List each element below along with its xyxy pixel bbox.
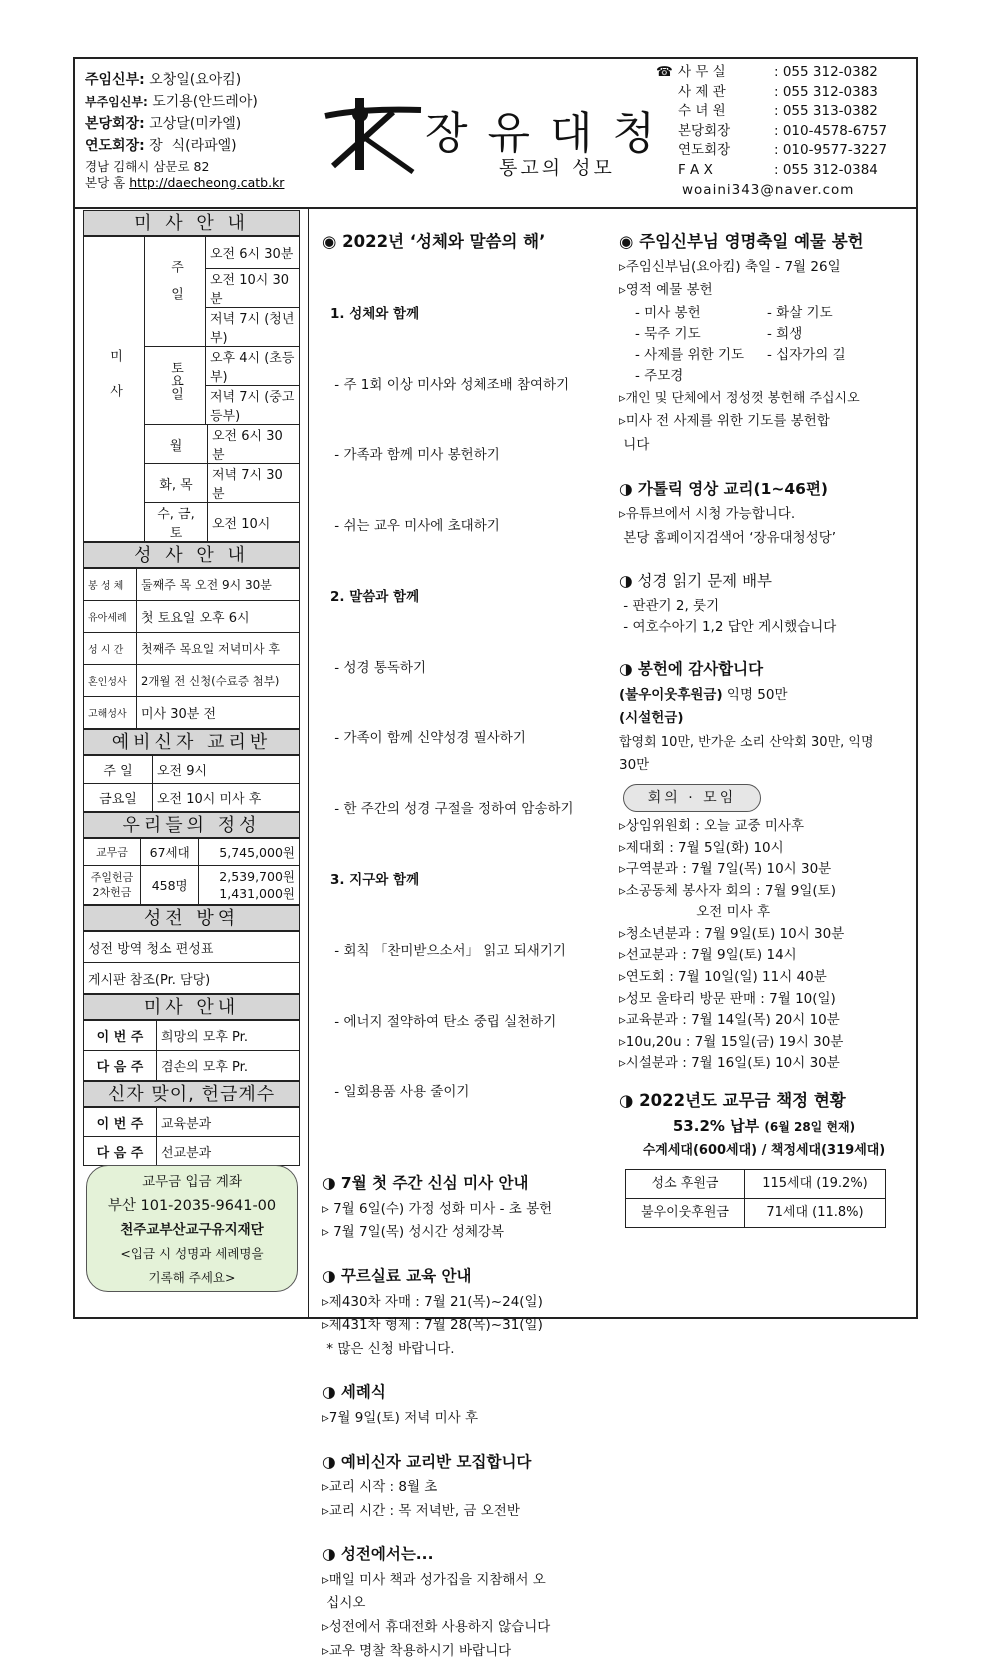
home-label: 본당 홈 [85, 175, 126, 190]
meeting-item: ▹연도회 : 7월 10일(일) 11시 40분 [619, 969, 827, 986]
meeting-item: ▹제대회 : 7월 5일(화) 10시 [619, 839, 784, 856]
bible-line: - 판관기 2, 룻기 [619, 597, 720, 614]
meeting-pill: 회의 · 모임 [623, 784, 761, 812]
sunday-text: 주일 [168, 259, 183, 314]
tithe-key: 불우이웃후원금 [626, 1198, 745, 1227]
contact-value: : 055 312-0383 [774, 83, 878, 100]
greet-week: 다 음 주 [84, 1137, 157, 1166]
guard-row: 성전 방역 청소 편성표 [84, 932, 300, 963]
sacrament-value: 첫 토요일 오후 6시 [137, 601, 300, 633]
sunday-time: 오전 6시 30분 [206, 237, 300, 269]
contact-value: : 010-9577-3227 [774, 142, 888, 159]
catechumen-title: 예비신자 교리반 [83, 729, 300, 755]
greet-group: 선교분과 [157, 1137, 300, 1166]
feast-line: ▹개인 및 단체에서 정성껏 봉헌해 주십시오 [619, 390, 860, 406]
greet-group: 교육분과 [157, 1108, 300, 1137]
offering-key: 2차헌금 [92, 886, 132, 899]
sacrament-title: 성 사 안 내 [83, 542, 300, 568]
sacrament-key: 봉 성 체 [84, 569, 137, 601]
saturday-text: 토요일 [168, 361, 183, 400]
offering-item: - 화살 기도 [767, 304, 833, 321]
thanks-category: (시설헌금) [619, 710, 684, 727]
sacrament-key: 유아세례 [84, 601, 137, 633]
tithe-rate: 53.2% 납부 [672, 1116, 760, 1135]
devotion-mass-title: ◑ 7월 첫 주간 신심 미사 안내 [322, 1174, 529, 1193]
cursillo-title: ◑ 꾸르실료 교육 안내 [322, 1266, 472, 1285]
bulletin-subtitle: 통고의 성모 [499, 157, 615, 179]
header [73, 57, 918, 209]
saturday-label [145, 347, 206, 425]
weekday-time: 오전 10시 [208, 503, 300, 542]
rule-line: 십시오 [322, 1595, 366, 1612]
offering-item: - 희생 [767, 325, 803, 342]
sacrament-table [83, 568, 300, 729]
account-title: 교무금 입금 계좌 [142, 1174, 242, 1190]
sacrament-value: 둘째주 목 오전 9시 30분 [137, 569, 300, 601]
sacrament-value: 미사 30분 전 [137, 697, 300, 729]
theme-line: - 한 주간의 성경 구절을 정하여 암송하기 [330, 801, 574, 818]
meeting-item: ▹상임위원회 : 오늘 교중 미사후 [619, 817, 804, 834]
clergy-info [85, 69, 284, 191]
theme-line: 3. 지구와 함께 [330, 872, 420, 889]
theme-line: - 일회용품 사용 줄이기 [330, 1084, 470, 1101]
assistant-name: 도기용(안드레아) [152, 94, 258, 110]
thanks-donor: 30만 [619, 757, 650, 774]
year-theme-title: ◉ 2022년 ‘성체와 말씀의 해’ [322, 232, 546, 251]
offering-count: 67세대 [141, 839, 199, 866]
theme-line: - 에너지 절약하여 탄소 중립 실천하기 [330, 1013, 557, 1030]
meeting-item: ▹청소년분과 : 7월 9일(토) 10시 30분 [619, 925, 845, 942]
meeting-item: ▹시설분과 : 7월 16일(토) 10시 30분 [619, 1055, 840, 1072]
meeting-item: ▹성모 울타리 방문 판매 : 7월 10(일) [619, 990, 836, 1007]
offering-item: - 미사 봉헌 [635, 304, 701, 321]
account-note: 기록해 주세요> [148, 1270, 236, 1285]
catechumen-day: 주 일 [84, 756, 153, 784]
middle-column [322, 230, 612, 1663]
saturday-time: 오후 4시 (초등부) [206, 347, 300, 386]
tithe-key: 성소 후원금 [626, 1169, 745, 1198]
sacrament-key: 성 시 간 [84, 633, 137, 665]
mass-col-text: 미사 [107, 349, 122, 419]
theme-line: - 주 1회 이상 미사와 성체조배 참여하기 [330, 376, 570, 393]
right-column [619, 230, 909, 1228]
sacrament-key: 혼인성사 [84, 665, 137, 697]
yeondo-label: 연도회장: [85, 138, 145, 154]
sacrament-value: 첫째주 목요일 저녁미사 후 [137, 633, 300, 665]
duty-group: 겸손의 모후 Pr. [157, 1051, 300, 1081]
theme-line: - 가족이 함께 신약성경 필사하기 [330, 730, 526, 747]
tithe-households: 수계세대(600세대) / 책정세대(319세대) [642, 1143, 886, 1159]
offering-amount: 1,431,000원 [219, 886, 295, 901]
contact-value: : 055 312-0384 [774, 161, 878, 178]
contact-key: F A X [678, 161, 713, 178]
cursillo-line: ▹제431차 형제 : 7월 28(목)~31(일) [322, 1317, 543, 1334]
church-rules-title: ◑ 성전에서는... [322, 1545, 434, 1564]
mass-duty-title: 미사 안내 [83, 994, 300, 1020]
meeting-list [619, 816, 909, 1075]
home-link[interactable]: http://daecheong.catb.kr [129, 175, 285, 190]
tithe-title: ◑ 2022년도 교무금 책정 현황 [619, 1091, 846, 1111]
greet-table [83, 1107, 300, 1166]
duty-group: 희망의 모후 Pr. [157, 1021, 300, 1051]
thanks-title: ◑ 봉헌에 감사합니다 [619, 659, 764, 678]
offering-amount: 5,745,000원 [199, 839, 300, 866]
mass-schedule-title: 미 사 안 내 [83, 210, 300, 236]
offering-item: - 묵주 기도 [635, 325, 701, 342]
account-box [86, 1165, 298, 1292]
thanks-donor: 익명 50만 [722, 686, 788, 703]
contact-key: 수 녀 원 [678, 103, 726, 120]
weekday-day: 월 [145, 425, 208, 464]
sunday-label [145, 237, 206, 347]
sacrament-key: 고해성사 [84, 697, 137, 729]
rule-line: ▹매일 미사 책과 성가집을 지참해서 오 [322, 1571, 546, 1588]
sunday-time: 오전 10시 30분 [206, 269, 300, 308]
video-line: ▹유튜브에서 시청 가능합니다. [619, 506, 796, 523]
contact-key: 사 무 실 [678, 64, 726, 80]
recruit-line: ▹교리 시간 : 목 저녁반, 금 오전반 [322, 1502, 520, 1519]
bible-reading-title: ◑ 성경 읽기 문제 배부 [619, 572, 773, 591]
guard-row: 게시판 참조(Pr. 담당) [84, 963, 300, 994]
guard-table [83, 931, 300, 994]
rule-line: ▹교우 명찰 착용하시기 바랍니다 [322, 1642, 512, 1659]
assistant-label: 부주임신부: [85, 95, 148, 109]
offering-count: 458명 [141, 866, 199, 905]
account-note: <입금 시 성명과 세례명을 [120, 1246, 264, 1261]
mass-col-label [84, 237, 145, 542]
catechumen-recruit-title: ◑ 예비신자 교리반 모집합니다 [322, 1452, 532, 1471]
offering-title: 우리들의 정성 [83, 812, 300, 838]
offering-key: 주일헌금 [90, 871, 134, 884]
year-theme-list [322, 256, 612, 1153]
theme-line: - 쉬는 교우 미사에 초대하기 [330, 518, 500, 535]
column-divider [308, 209, 309, 1319]
video-line: 본당 홈페이지검색어 ‘장유대청성당’ [619, 529, 837, 546]
bulletin-title: 장유대청 [425, 108, 676, 159]
weekday-day: 수, 금, 토 [145, 503, 208, 542]
contact-value: : 055 312-0382 [774, 64, 878, 80]
devotion-line: ▹ 7월 6일(수) 가정 성화 미사 - 초 봉헌 [322, 1200, 553, 1217]
meeting-item: ▹선교분과 : 7월 9일(토) 14시 [619, 947, 797, 964]
weekday-time: 저녁 7시 30분 [208, 464, 300, 503]
church-address: 경남 김해시 삼문로 82 [85, 159, 210, 174]
tithe-value: 115세대 (19.2%) [745, 1169, 886, 1198]
cursillo-line: ▹제430차 자매 : 7월 21(목)~24(일) [322, 1293, 543, 1310]
account-holder: 천주교부산교구유지재단 [120, 1222, 264, 1238]
feast-line: 니다 [619, 436, 650, 453]
greet-title: 신자 맞이, 헌금계수 [83, 1081, 300, 1107]
tithe-date: (6월 28일 현재) [764, 1119, 856, 1134]
catechumen-table [83, 755, 300, 812]
duty-week: 다 음 주 [84, 1051, 157, 1081]
sunday-time: 저녁 7시 (청년부) [206, 308, 300, 347]
meeting-item: 오전 미사 후 [619, 904, 771, 921]
bible-line: - 여호수아기 1,2 답안 게시했습니다 [619, 618, 837, 635]
offering-table [83, 838, 300, 905]
saturday-time: 저녁 7시 (중고등부) [206, 386, 300, 425]
meeting-item: ▹10u,20u : 7월 15일(금) 19시 30분 [619, 1033, 844, 1050]
video-catechism-title: ◑ 가톨릭 영상 교리(1~46편) [619, 479, 829, 498]
greet-week: 이 번 주 [84, 1108, 157, 1137]
offering-item: - 십자가의 길 [767, 346, 846, 363]
recruit-line: ▹교리 시작 : 8월 초 [322, 1479, 438, 1496]
phone-icon: ☎ [656, 64, 673, 80]
offering-item [767, 366, 897, 387]
thanks-category: (불우이웃후원금) [619, 686, 723, 703]
weekday-time: 오전 6시 30분 [208, 425, 300, 464]
feast-line: ▹미사 전 사제를 위한 기도를 봉헌합 [619, 413, 830, 430]
baptism-title: ◑ 세례식 [322, 1383, 386, 1402]
meeting-item: ▹소공동체 봉사자 회의 : 7월 9일(토) [619, 882, 836, 899]
contact-key: 사 제 관 [678, 83, 726, 100]
feast-line: ▹영적 예물 봉헌 [619, 282, 713, 299]
mass-duty-table [83, 1020, 300, 1081]
thanks-donor: 합영회 10만, 반가운 소리 산악회 30만, 익명 [619, 734, 874, 750]
cursillo-line: * 많은 신청 바랍니다. [322, 1340, 455, 1357]
catechumen-day: 금요일 [84, 784, 153, 812]
meeting-item: ▹교육분과 : 7월 14일(목) 20시 10분 [619, 1012, 840, 1029]
contact-value: : 010-4578-6757 [774, 122, 888, 139]
theme-line: - 성경 통독하기 [330, 659, 426, 676]
mass-schedule-table [83, 236, 300, 542]
meeting-item: ▹구역분과 : 7월 7일(목) 10시 30분 [619, 861, 832, 878]
theme-line: - 회칙 「찬미받으소서」 읽고 되새기기 [330, 942, 566, 959]
weekday-day: 화, 목 [145, 464, 208, 503]
cross-logo-icon [323, 94, 423, 174]
sacrament-value: 2개월 전 신청(수료증 첨부) [137, 665, 300, 697]
chair-label: 본당회장: [85, 116, 145, 132]
baptism-line: ▹7월 9일(토) 저녁 미사 후 [322, 1409, 478, 1426]
pastor-name: 오창일(요아킴) [149, 72, 242, 88]
feast-title: ◉ 주임신부님 영명축일 예물 봉헌 [619, 232, 864, 251]
rule-line: ▹성전에서 휴대전화 사용하지 않습니다 [322, 1619, 551, 1636]
contact-value: : 055 313-0382 [774, 103, 878, 120]
guard-title: 성전 방역 [83, 905, 300, 931]
contact-list [656, 63, 887, 200]
feast-line: ▹주임신부님(요아킴) 축일 - 7월 26일 [619, 258, 841, 275]
offering-item: - 주모경 [635, 367, 684, 384]
catechumen-time: 오전 9시 [153, 756, 300, 784]
theme-line: 1. 성체와 함께 [330, 305, 420, 322]
devotion-line: ▹ 7월 7일(목) 성시간 성체강복 [322, 1224, 505, 1241]
theme-line: - 가족과 함께 미사 봉헌하기 [330, 447, 500, 464]
chair-name: 고상달(미카엘) [149, 116, 242, 132]
contact-key: 본당회장 [678, 122, 731, 139]
tithe-value: 71세대 (11.8%) [745, 1198, 886, 1227]
contact-email[interactable]: woaini343@naver.com [682, 181, 855, 198]
catechumen-time: 오전 10시 미사 후 [153, 784, 300, 812]
offering-key: 교무금 [84, 839, 141, 866]
offering-item: - 사제를 위한 기도 [635, 346, 745, 363]
contact-key: 연도회장 [678, 142, 731, 159]
duty-week: 이 번 주 [84, 1021, 157, 1051]
yeondo-name: 장 식(라파엘) [149, 138, 237, 154]
theme-line: 2. 말씀과 함께 [330, 588, 420, 605]
offering-grid [619, 303, 909, 387]
account-number: 부산 101-2035-9641-00 [107, 1198, 277, 1214]
left-column [83, 210, 300, 1166]
tithe-table [625, 1169, 886, 1228]
pastor-label: 주임신부: [85, 72, 145, 88]
offering-amount: 2,539,700원 [219, 869, 295, 884]
